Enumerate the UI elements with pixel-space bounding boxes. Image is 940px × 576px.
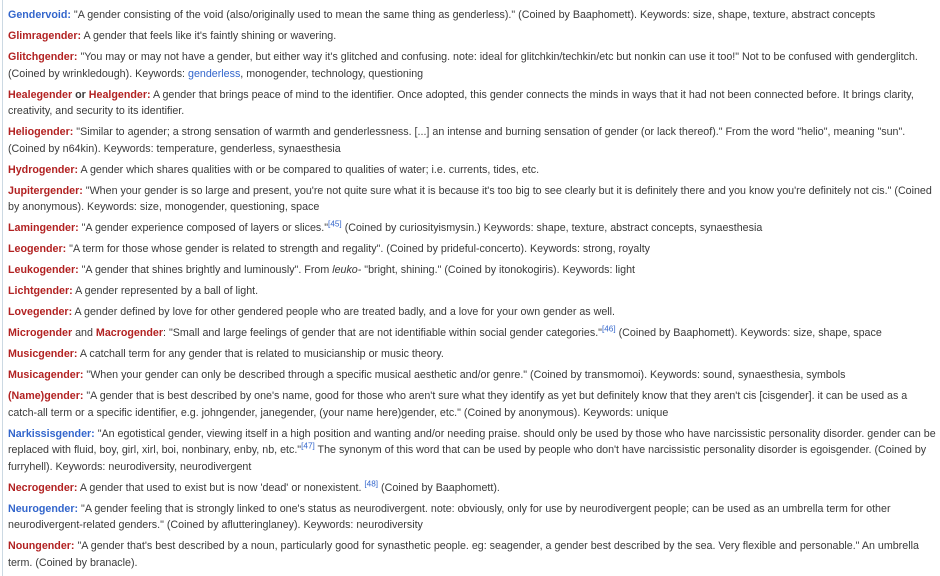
glossary-term: Jupitergender: <box>8 184 83 197</box>
glossary-term: Leukogender: <box>8 264 79 276</box>
glossary-term-link[interactable]: Narkissisgender: <box>8 427 95 440</box>
body-text: A gender represented by a ball of light. <box>72 285 259 297</box>
body-text: "A gender that's best described by a noun, particularly good for synasthetic people. eg: seagender, a gender best described by the sea. Very flexible and personable." An umbrella term. (Coined by branacle). <box>8 540 919 569</box>
glossary-term-link[interactable]: Gendervoid: <box>8 9 71 21</box>
glossary-term: Healgender: <box>88 88 151 101</box>
glossary-term: Noungender: <box>8 540 75 552</box>
glossary-entry <box>8 501 936 534</box>
keyword-link[interactable]: genderless <box>188 67 241 80</box>
glossary-entry <box>8 480 936 497</box>
glossary-entry <box>8 346 936 363</box>
citation-link[interactable]: [48] <box>364 478 379 488</box>
body-text: "A term for those whose gender is related to strength and regality". (Coined by prideful-concerto). Keywords: strong, royalty <box>66 243 651 255</box>
body-text: "Similar to agender; a strong sensation of warmth and genderlessness. [...] an intense and burning sensation of gender (or lack thereof)." From the word "helio", meaning "sun". (Coined by n64kin). Keywords: temperature, genderless, synaesthesia <box>8 126 906 155</box>
glossary-list <box>8 7 936 571</box>
glossary-entry <box>8 49 936 82</box>
glossary-entry <box>8 124 936 157</box>
glossary-entry <box>8 283 936 300</box>
glossary-term-link[interactable]: Neurogender: <box>8 502 79 515</box>
body-text: (Coined by curiosityismysin.) Keywords: shape, texture, abstract concepts, synaesthesia <box>341 222 763 234</box>
body-text: A gender that brings peace of mind to the identifier. Once adopted, this gender connects the minds in ways that it had not been connected before. It brings clarity, creativity, and security to its identifier. <box>8 88 914 117</box>
body-text: "An egotistical gender, viewing itself in a high position and wanting and/or needing praise. should only be used by those who have narcissistic personality disorder. gender can be replaced with fluid, boy, girl, xirl, boi, nonbinary, enby, nb, etc." <box>8 427 936 456</box>
glossary-term: Lovegender: <box>8 306 73 318</box>
citation-link[interactable]: [46] <box>601 324 616 334</box>
glossary-term: Lichtgender: <box>8 285 73 297</box>
body-text: (Coined by Baaphomett). <box>378 481 500 494</box>
glossary-term: Lamingender: <box>8 222 79 234</box>
glossary-term: Microgender <box>8 327 73 339</box>
glossary-entry <box>8 367 936 384</box>
glossary-entry <box>8 28 936 45</box>
glossary-term: Musicgender: <box>8 348 78 360</box>
body-text: "A gender feeling that is strongly linked to one's status as neurodivergent. note: obviously, only for use by neurodivergent people; can be used as an umbrella term for other neurodivergent-related genders." (Coined by aflutteringlaney). Keywords: neurodiversity <box>8 502 891 531</box>
glossary-entry <box>8 426 936 476</box>
glossary-term: Healegender <box>8 88 73 101</box>
citation-link[interactable]: [45] <box>328 219 342 229</box>
wiki-article-content <box>2 0 940 576</box>
glossary-term: (Name)gender: <box>8 390 84 402</box>
body-text: "A gender consisting of the void (also/originally used to mean the same thing as genderless)." (Coined by Baaphomett). Keywords: size, shape, texture, abstract concepts <box>70 9 876 21</box>
body-text: : "Small and large feelings of gender that are not identifiable within social gender categories." <box>163 327 602 339</box>
glossary-entry <box>8 325 936 342</box>
glossary-term: Hydrogender: <box>8 163 79 176</box>
citation-ref <box>602 324 616 333</box>
glossary-entry <box>8 162 936 179</box>
body-text: A gender which shares qualities with or be compared to qualities of water; i.e. currents, tides, etc. <box>78 163 540 176</box>
glossary-entry <box>8 87 936 120</box>
body-text: A catchall term for any gender that is related to musicianship or music theory. <box>77 348 444 360</box>
glossary-term: Heliogender: <box>8 126 74 138</box>
glossary-entry <box>8 241 936 258</box>
body-text: "A gender that is best described by one's name, good for those who aren't sure what they identify as yet but definitely know that they aren't cis [cisgender]. it can be used as a catch-all term or a specific identifier, e.g. johngender, janegender, (your name here)gender, etc." (Coined by anonymous). Keywords: unique <box>8 390 908 419</box>
body-text: "bright, shining." (Coined by itonokogiris). Keywords: light <box>361 264 636 276</box>
body-text: "When your gender can only be described through a specific musical aesthetic and/or genre." (Coined by transmomoi). Keywords: sound, synaesthesia, symbols <box>83 369 846 381</box>
citation-ref <box>301 441 315 450</box>
body-text: A gender defined by love for other gendered people who are treated badly, and a love for your own gender as well. <box>72 306 615 318</box>
glossary-term: Necrogender: <box>8 481 78 494</box>
citation-ref <box>364 479 378 488</box>
glossary-term: Glimragender: <box>8 30 82 42</box>
body-text: "When your gender is so large and present, you're not quite sure what it is because it's too big to see clearly but it is definitely there and you know you're definitely not cis." (Coined by anonymous). Keywords: size, monogender, questioning, space <box>8 184 932 213</box>
body-text: The synonym of this word that can be used by people who don't have narcissistic personality disorder is egoisgender. (Coined by furryhell). Keywords: neurodiversity, neurodivergent <box>8 444 927 473</box>
body-text: "You may or may not have a gender, but either way it's glitched and confusing. note: ideal for glitchkin/techkin/etc but nonkin can use it too!" Not to be confused with genderglitch. (Coined by wrinkledough). Keywords: <box>8 51 918 80</box>
glossary-entry <box>8 220 936 237</box>
glossary-entry <box>8 538 936 571</box>
body-text: A gender that used to exist but is now 'dead' or nonexistent. <box>77 481 365 494</box>
body-text: and <box>72 327 96 339</box>
glossary-entry <box>8 262 936 279</box>
glossary-entry <box>8 183 936 216</box>
body-text: "A gender experience composed of layers or slices." <box>78 222 329 234</box>
italic-etymology: leuko- <box>332 264 362 276</box>
glossary-entry <box>8 7 936 24</box>
citation-ref <box>328 219 342 228</box>
glossary-term: Macrogender <box>95 327 164 339</box>
glossary-term: Musicagender: <box>8 369 84 381</box>
body-text: (Coined by Baaphomett). Keywords: size, shape, space <box>615 327 882 339</box>
glossary-term: Glitchgender: <box>8 51 78 63</box>
body-text: , monogender, technology, questioning <box>240 67 424 80</box>
citation-link[interactable]: [47] <box>301 441 315 451</box>
term-conjunction: or <box>72 88 89 101</box>
glossary-entry <box>8 304 936 321</box>
glossary-entry <box>8 388 936 421</box>
body-text: "A gender that shines brightly and luminously". From <box>78 264 333 276</box>
glossary-term: Leogender: <box>8 243 67 255</box>
body-text: A gender that feels like it's faintly shining or wavering. <box>81 30 337 42</box>
